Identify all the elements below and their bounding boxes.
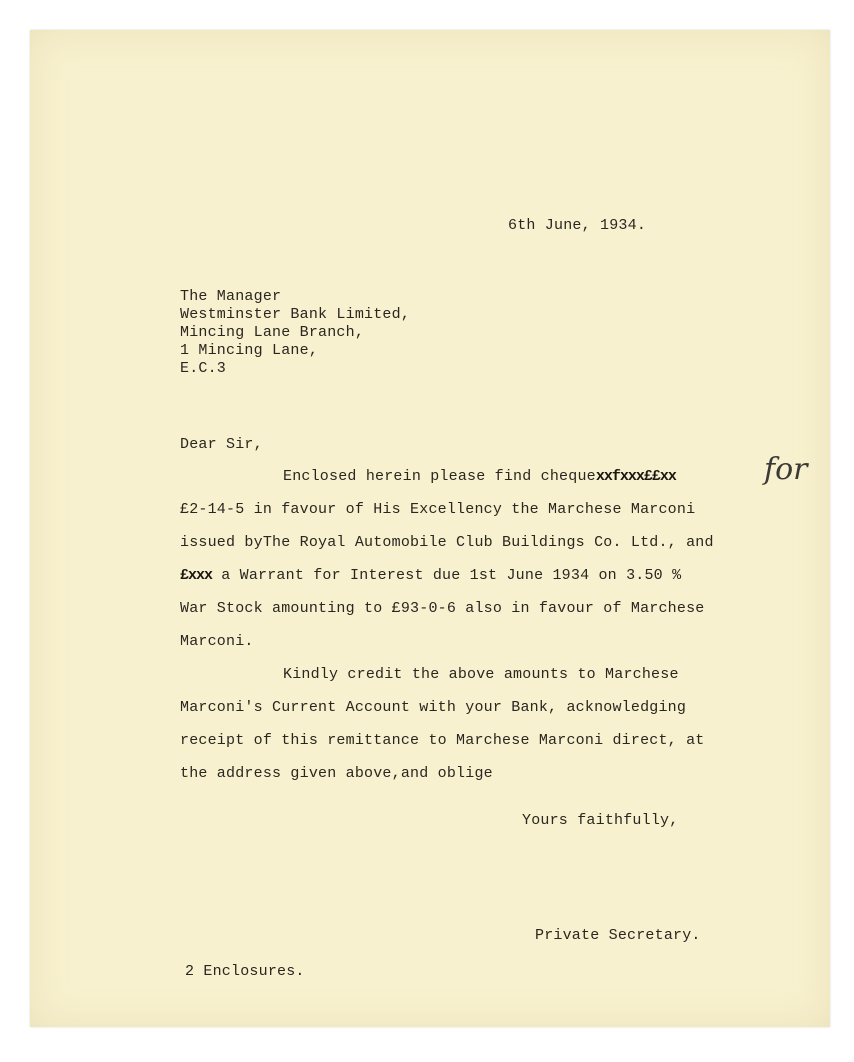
- recipient-line-4: 1 Mincing Lane,: [180, 342, 319, 359]
- struck-text: xxfxxx££xx: [595, 468, 676, 485]
- body-line-2: £2-14-5 in favour of His Excellency the Marchese Marconi: [180, 501, 696, 518]
- letter-page: [30, 30, 830, 1027]
- closing: Yours faithfully,: [522, 812, 679, 829]
- body-line-4-text: a Warrant for Interest due 1st June 1934 on 3.50 %: [212, 567, 682, 584]
- recipient-line-2: Westminster Bank Limited,: [180, 306, 411, 323]
- recipient-line-5: E.C.3: [180, 360, 227, 377]
- enclosures-note: 2 Enclosures.: [185, 963, 305, 980]
- body-line-10: the address given above,and oblige: [180, 765, 493, 782]
- salutation: Dear Sir,: [180, 436, 263, 453]
- recipient-line-1: The Manager: [180, 288, 282, 305]
- body-line-9: receipt of this remittance to Marchese Marconi direct, at: [180, 732, 705, 749]
- body-line-7: Kindly credit the above amounts to Marchese: [283, 666, 679, 683]
- signature-title: Private Secretary.: [535, 927, 701, 944]
- handwritten-insert: for: [764, 452, 808, 487]
- body-line-6: Marconi.: [180, 633, 254, 650]
- body-line-4: [180, 567, 681, 584]
- body-line-8: Marconi's Current Account with your Bank, acknowledging: [180, 699, 687, 716]
- body-line-1-text: Enclosed herein please find cheque: [283, 468, 596, 485]
- body-line-3: issued byThe Royal Automobile Club Buildings Co. Ltd., and: [180, 534, 714, 551]
- body-line-1: [283, 468, 676, 485]
- recipient-line-3: Mincing Lane Branch,: [180, 324, 365, 341]
- struck-text: £xxx: [180, 567, 213, 584]
- letter-date: 6th June, 1934.: [508, 217, 647, 234]
- body-line-5: War Stock amounting to £93-0-6 also in favour of Marchese: [180, 600, 705, 617]
